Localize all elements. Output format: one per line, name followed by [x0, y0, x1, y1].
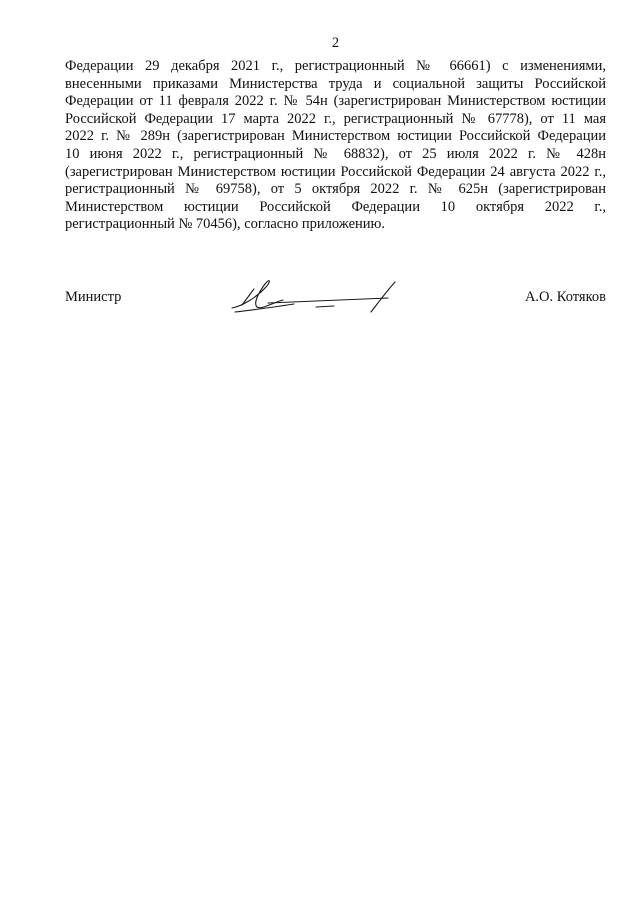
- paragraph-line: Федерации от 11 февраля 2022 г. № 54н (зарегистрирован Министерством юстиции: [65, 93, 606, 110]
- signature-stroke: [316, 306, 334, 307]
- paragraph-line: (зарегистрирован Министерством юстиции Российской Федерации 24 августа 2022 г.,: [65, 163, 606, 180]
- signature-stroke: [268, 298, 388, 303]
- signature-stroke: [371, 282, 395, 312]
- paragraph-line: 2022 г. № 289н (зарегистрирован Министерством юстиции Российской Федерации: [65, 128, 606, 145]
- paragraph-line: Российской Федерации 17 марта 2022 г., регистрационный № 67778), от 11 мая: [65, 110, 606, 127]
- signer-position: Министр: [65, 289, 122, 305]
- paragraph-line: регистрационный № 69758), от 5 октября 2022 г. № 625н (зарегистрирован: [65, 181, 606, 198]
- paragraph-line: 10 июня 2022 г., регистрационный № 68832), от 25 июля 2022 г. № 428н: [65, 145, 606, 162]
- handwritten-signature: [228, 276, 400, 320]
- paragraph-line: Министерством юстиции Российской Федерации 10 октября 2022 г.,: [65, 198, 606, 215]
- signature-stroke: [242, 289, 254, 305]
- paragraph-line: регистрационный № 70456), согласно приложению.: [65, 216, 386, 233]
- body-paragraph: [65, 58, 606, 234]
- page-number: 2: [331, 35, 340, 51]
- signature-stroke: [232, 281, 283, 308]
- signer-name: А.О. Котяков: [524, 289, 606, 305]
- paragraph-line: Федерации 29 декабря 2021 г., регистрационный № 66661) с изменениями,: [65, 58, 606, 74]
- signature-stroke: [235, 304, 294, 312]
- paragraph-line: внесенными приказами Министерства труда и социальной защиты Российской: [65, 75, 606, 92]
